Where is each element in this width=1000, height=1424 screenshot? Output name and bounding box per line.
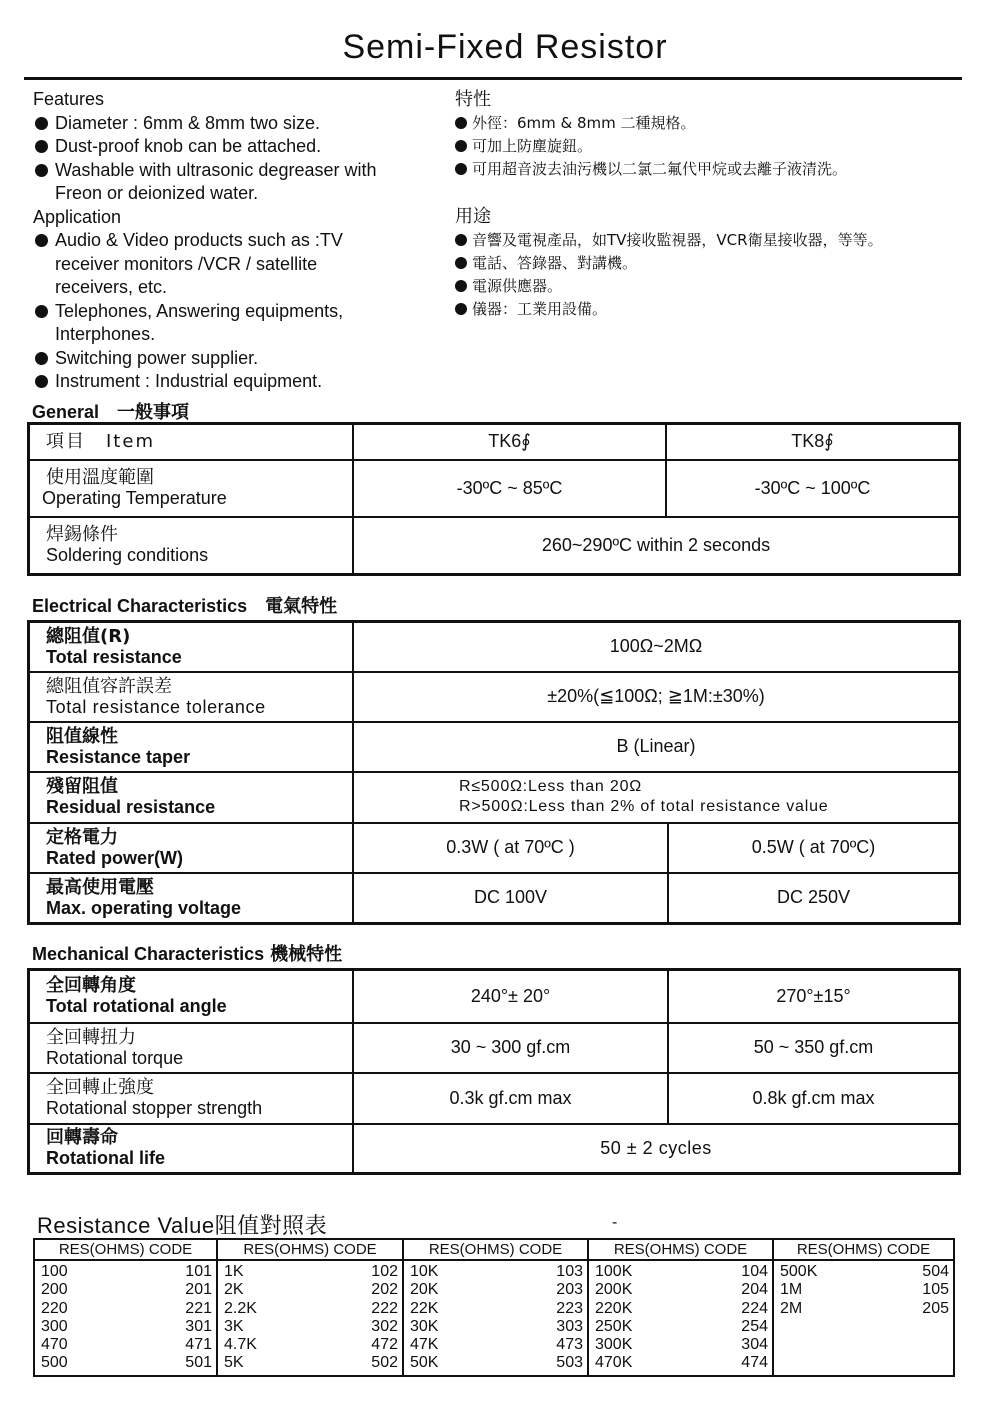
list-item: 470 471 <box>41 1336 212 1354</box>
list-item: 470K 474 <box>595 1354 768 1372</box>
soldering-conditions-label: 焊錫條件 Soldering conditions <box>29 517 354 575</box>
electrical-heading <box>32 592 337 618</box>
list-item: 2.2K 222 <box>224 1299 398 1317</box>
features-en-heading: Features <box>33 89 105 109</box>
column-header: RES(OHMS) CODE <box>34 1239 217 1260</box>
rotational-life-value: 50 ± 2 cycles <box>353 1124 960 1174</box>
table-row <box>29 622 960 672</box>
list-item: 4.7K 472 <box>224 1336 398 1354</box>
general-heading-en: General <box>32 402 100 422</box>
resistance-taper-value: B (Linear) <box>353 722 960 772</box>
list-item: 儀器：工業用設備。 <box>455 298 955 321</box>
mechanical-heading <box>32 940 342 966</box>
table-row <box>29 424 960 460</box>
stopper-strength-label: 全回轉止強度 Rotational stopper strength <box>29 1073 354 1124</box>
general-table <box>27 422 961 576</box>
tk8-rotational-angle: 270°±15° <box>668 970 960 1023</box>
list-item: 200K 204 <box>595 1281 768 1299</box>
features-en-section <box>33 88 433 394</box>
list-item: 250K 254 <box>595 1317 768 1335</box>
page-title: Semi-Fixed Resistor <box>342 28 668 66</box>
rotational-torque-label: 全回轉扭力 Rotational torque <box>29 1023 354 1073</box>
tk8-column-header: TK8∮ <box>666 424 960 460</box>
tk6-temperature-value: -30ºC ~ 85ºC <box>353 460 666 517</box>
application-zh-heading: 用途 <box>455 206 491 227</box>
column-header: RES(OHMS) CODE <box>217 1239 403 1260</box>
table-row <box>29 873 960 924</box>
application-zh-section <box>455 205 955 321</box>
list-item: 外徑：6mm & 8mm 二種規格。 <box>455 112 955 135</box>
list-item: Instrument : Industrial equipment. <box>33 370 433 394</box>
tolerance-label: 總阻值容許誤差 Total resistance tolerance <box>29 672 354 722</box>
application-en-heading: Application <box>33 206 122 227</box>
list-item: 2K 202 <box>224 1281 398 1299</box>
list-item: 220K 224 <box>595 1299 768 1317</box>
tk8-rotational-torque: 50 ~ 350 gf.cm <box>668 1023 960 1073</box>
residual-resistance-value: R≤500Ω:Less than 20Ω R>500Ω:Less than 2% of total resistance value <box>353 772 960 823</box>
tk8-rated-power: 0.5W ( at 70ºC) <box>668 823 960 873</box>
stray-dash: - <box>612 1214 618 1231</box>
list-item: Telephones, Answering equipments, Interphones. <box>33 300 433 347</box>
table-row <box>29 722 960 772</box>
table-row <box>34 1260 954 1376</box>
max-voltage-label: 最高使用電壓 Max. operating voltage <box>29 873 354 924</box>
mechanical-table <box>27 968 961 1175</box>
tk6-max-voltage: DC 100V <box>353 873 668 924</box>
res-group-1 <box>34 1260 217 1376</box>
mechanical-heading-zh: 機械特性 <box>270 944 343 965</box>
tolerance-value: ±20%(≦100Ω; ≧1M:±30%) <box>353 672 960 722</box>
tk8-max-voltage: DC 250V <box>668 873 960 924</box>
resistance-value-title-zh: 阻值對照表 <box>214 1214 328 1239</box>
list-item: Diameter : 6mm & 8mm two size. <box>33 112 433 136</box>
resistance-value-title-en: Resistance Value <box>37 1213 215 1238</box>
electrical-heading-en: Electrical Characteristics <box>32 596 248 616</box>
list-item: 100K 104 <box>595 1263 768 1280</box>
column-header: RES(OHMS) CODE <box>773 1239 954 1260</box>
electrical-heading-zh: 電氣特性 <box>265 596 338 617</box>
list-item: 電話、答錄器、對講機。 <box>455 252 955 275</box>
table-row <box>29 672 960 722</box>
list-item: 5K 502 <box>224 1354 398 1372</box>
rated-power-label: 定格電力 Rated power(W) <box>29 823 354 873</box>
list-item: 50K 503 <box>410 1354 583 1372</box>
resistance-value-title <box>37 1209 327 1240</box>
list-item: 可用超音波去油污機以二氯二氟代甲烷或去離子液清洗。 <box>455 158 955 181</box>
list-item: 500K 504 <box>780 1263 949 1280</box>
list-item: 200 201 <box>41 1281 212 1299</box>
list-item: 500 501 <box>41 1354 212 1372</box>
tk8-stopper-strength: 0.8k gf.cm max <box>668 1073 960 1124</box>
table-row <box>29 460 960 517</box>
total-resistance-value: 100Ω~2MΩ <box>353 622 960 672</box>
resistance-taper-label: 阻值線性 Resistance taper <box>29 722 354 772</box>
res-group-5 <box>773 1260 954 1376</box>
list-item: 300 301 <box>41 1317 212 1335</box>
mechanical-heading-en: Mechanical Characteristics <box>32 944 265 964</box>
resistance-value-table <box>33 1238 955 1377</box>
table-row <box>29 1073 960 1124</box>
electrical-table <box>27 620 961 925</box>
general-heading-zh: 一般事項 <box>117 402 190 423</box>
title-divider <box>24 77 962 80</box>
tk6-rated-power: 0.3W ( at 70ºC ) <box>353 823 668 873</box>
list-item: 1M 105 <box>780 1281 949 1299</box>
rotational-life-label: 回轉壽命 Rotational life <box>29 1124 354 1174</box>
table-row <box>29 1124 960 1174</box>
list-item: 音響及電視產品，如TV接收監視器，VCR衛星接收器，等等。 <box>455 229 955 252</box>
column-header: RES(OHMS) CODE <box>403 1239 588 1260</box>
tk6-rotational-angle: 240°± 20° <box>353 970 668 1023</box>
list-item: 47K 473 <box>410 1336 583 1354</box>
total-resistance-label: 總阻值(R) Total resistance <box>29 622 354 672</box>
features-zh-heading: 特性 <box>455 89 491 110</box>
rotational-angle-label: 全回轉角度 Total rotational angle <box>29 970 354 1023</box>
table-row <box>29 517 960 575</box>
table-row <box>29 1023 960 1073</box>
list-item: Dust-proof knob can be attached. <box>33 135 433 159</box>
table-row <box>34 1239 954 1260</box>
list-item: 3K 302 <box>224 1317 398 1335</box>
column-header: RES(OHMS) CODE <box>588 1239 773 1260</box>
features-zh-list <box>455 112 955 181</box>
list-item: Switching power supplier. <box>33 347 433 371</box>
list-item: 2M 205 <box>780 1299 949 1317</box>
soldering-conditions-value: 260~290ºC within 2 seconds <box>353 517 960 575</box>
features-en-list <box>33 112 433 206</box>
tk6-stopper-strength: 0.3k gf.cm max <box>353 1073 668 1124</box>
tk6-column-header: TK6∮ <box>353 424 666 460</box>
list-item: 22K 223 <box>410 1299 583 1317</box>
item-column-header: 項目 Item <box>29 424 354 460</box>
list-item: 220 221 <box>41 1299 212 1317</box>
features-zh-section <box>455 88 955 181</box>
list-item: 1K 102 <box>224 1263 398 1280</box>
list-item: 30K 303 <box>410 1317 583 1335</box>
tk8-temperature-value: -30ºC ~ 100ºC <box>666 460 960 517</box>
list-item: 100 101 <box>41 1263 212 1280</box>
general-heading <box>32 398 189 424</box>
list-item: 20K 203 <box>410 1281 583 1299</box>
residual-resistance-label: 殘留阻值 Residual resistance <box>29 772 354 823</box>
table-row <box>29 772 960 823</box>
list-item: Washable with ultrasonic degreaser with Freon or deionized water. <box>33 159 433 206</box>
list-item: Audio & Video products such as :TV receiver monitors /VCR / satellite receivers, etc. <box>33 229 433 300</box>
list-item: 可加上防塵旋鈕。 <box>455 135 955 158</box>
table-row <box>29 823 960 873</box>
list-item: 10K 103 <box>410 1263 583 1280</box>
list-item: 300K 304 <box>595 1336 768 1354</box>
res-group-3 <box>403 1260 588 1376</box>
operating-temperature-label: 使用溫度範圍 Operating Temperature <box>29 460 354 517</box>
application-en-list <box>33 229 433 394</box>
list-item: 電源供應器。 <box>455 275 955 298</box>
application-zh-list <box>455 229 955 321</box>
res-group-2 <box>217 1260 403 1376</box>
table-row <box>29 970 960 1023</box>
tk6-rotational-torque: 30 ~ 300 gf.cm <box>353 1023 668 1073</box>
res-group-4 <box>588 1260 773 1376</box>
